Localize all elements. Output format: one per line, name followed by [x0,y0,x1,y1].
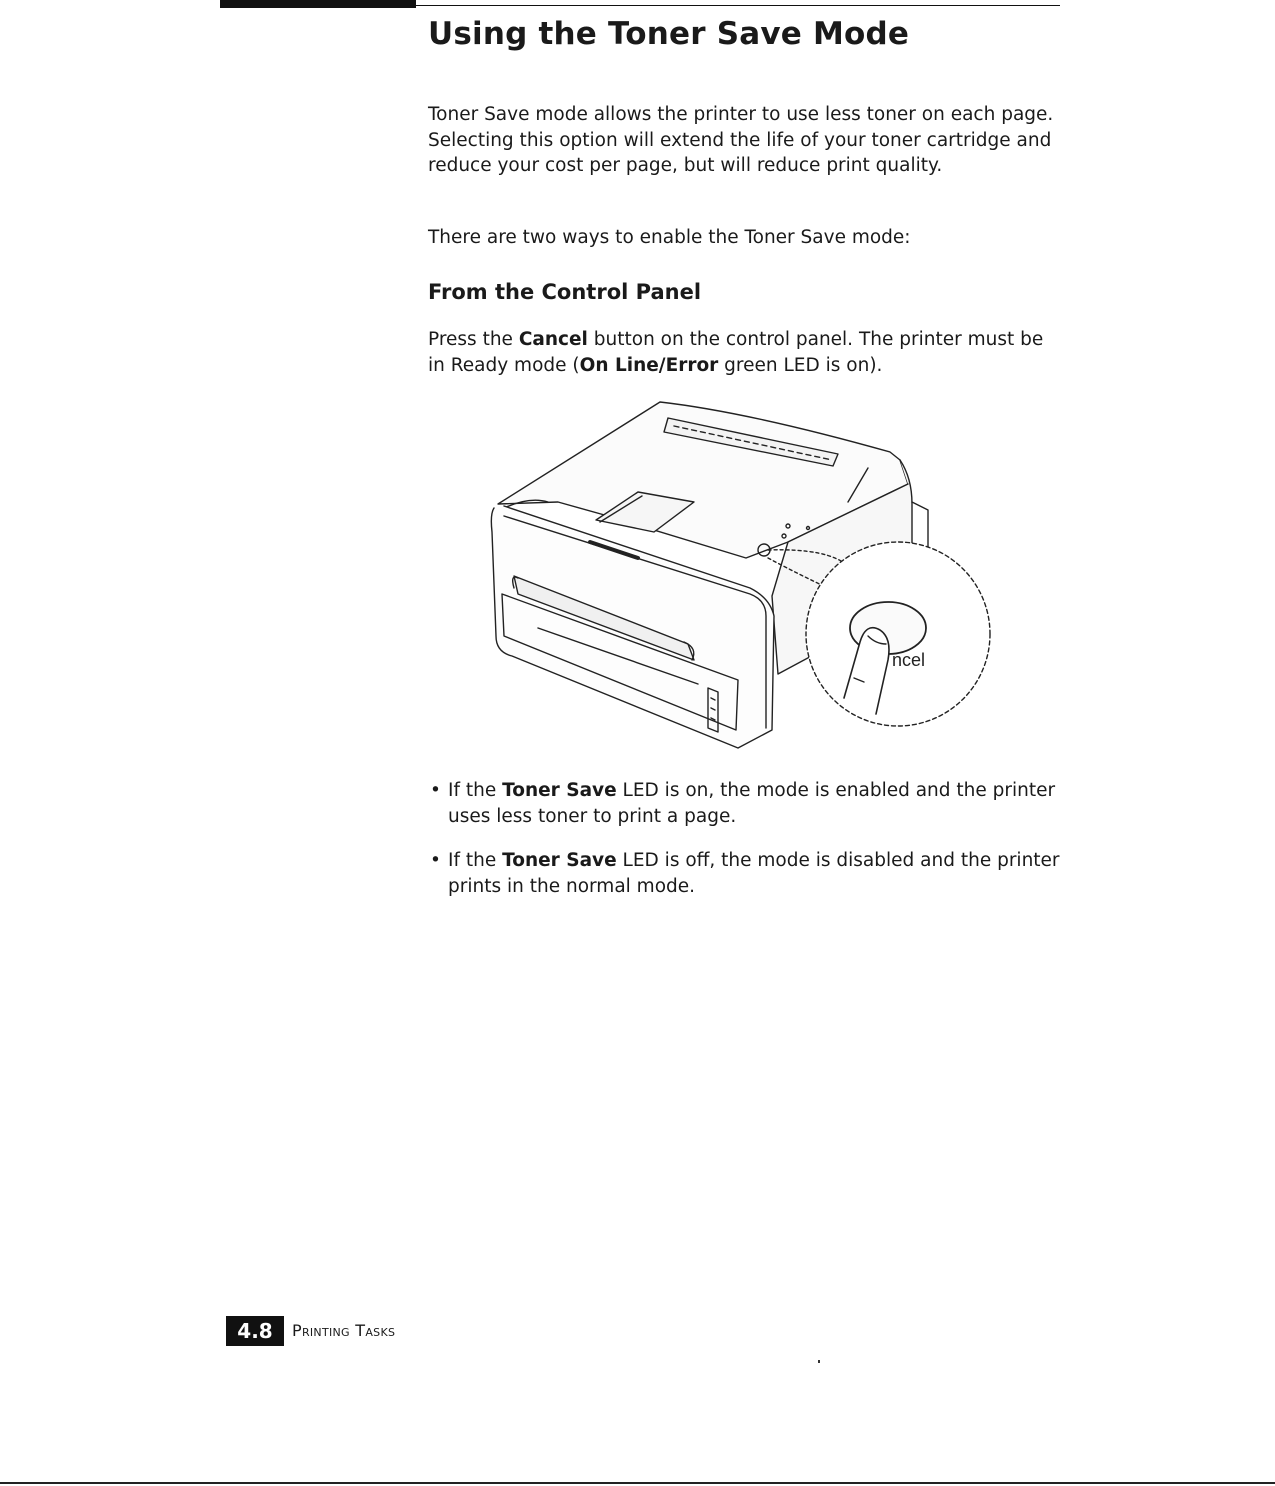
scan-mark [818,1360,820,1363]
callout-label: ncel [892,650,926,670]
header-bar [220,0,416,8]
cancel-term: Cancel [518,329,588,350]
page-title: Using the Toner Save Mode [428,16,910,52]
bullet-text-post: LED is off, the mode is disabled and the printer prints in the normal mode. [448,850,1060,897]
bullet-text-pre: If the [448,780,503,801]
bottom-rule [0,1482,1275,1484]
footer-section-label: Printing Tasks [292,1321,396,1340]
page-number-badge: 4.8 [226,1316,284,1346]
bullet-text-post: LED is on, the mode is enabled and the printer uses less toner to print a page. [448,780,1056,827]
toner-save-term: Toner Save [502,850,617,871]
ways-paragraph: There are two ways to enable the Toner Save mode: [428,227,911,248]
instruction-paragraph [428,327,1063,378]
bullet-mark: • [430,850,441,871]
instruction-text-3: green LED is on). [718,354,883,376]
bullet-list [428,778,1068,918]
online-error-term: On Line/Error [579,354,719,376]
bullet-text-pre: If the [448,850,503,871]
bullet-mark: • [430,780,441,801]
printer-illustration [488,398,996,750]
intro-paragraph: Toner Save mode allows the printer to use less toner on each page. Selecting this option will extend the life of your toner cartridge and reduce your cost per page, but will reduce print quality. [428,104,1054,176]
header-rule [416,5,1060,6]
bullet-item-toner-on [428,778,1068,829]
bullet-item-toner-off [428,848,1068,899]
instruction-text-1: Press the [428,329,519,350]
toner-save-term: Toner Save [502,780,617,801]
instruction-text-2: button on the control panel. The printer must be in Ready mode ( [428,329,1044,376]
section-heading: From the Control Panel [428,280,702,304]
